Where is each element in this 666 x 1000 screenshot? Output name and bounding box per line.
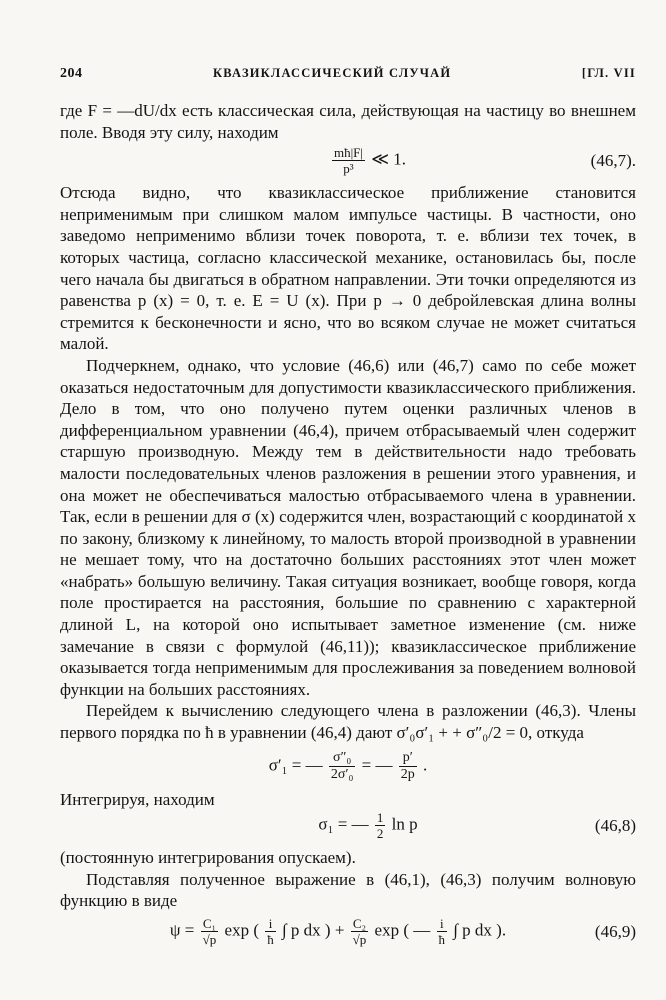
numerator: C₂ bbox=[351, 916, 369, 932]
equation-sigma1-prime bbox=[60, 750, 636, 783]
equation-body bbox=[170, 916, 506, 947]
paragraph-3: Подчеркнем, однако, что условие (46,6) или (46,7) само по себе может оказаться недостаточным для допустимости квазиклассического приближения. Дело в том, что оно получено путем оценки различных членов в дифференциальном уравнении (46,4), причем отбрасываемый член содержит старшую производную. Между тем в действительности надо требовать малости последовательных членов разложения в решении этого уравнения, и она может не обеспечиваться малостью отбрасываемого члена в уравнении. Так, если в решении для σ (x) содержится член, возрастающий с координатой x по закону, близкому к линейному, то малость второй производной в уравнении не мешает тому, что на достаточно больших расстояниях этот член может «набрать» большую величину. Такая ситуация возникает, вообще говоря, когда поле простирается на расстояния, большие по сравнению с характерной длиной L, на которой оно испытывает заметное изменение (см. ниже замечание в связи с формулой (46,11)); квазиклассическое приближение оказывается тогда неприменимым для прослеживания за поведением волновой функции на больших расстояниях. bbox=[60, 355, 636, 699]
equation-46-7 bbox=[60, 145, 636, 176]
lhs: σ′₁ = — bbox=[268, 755, 323, 775]
fraction bbox=[265, 916, 276, 947]
fraction bbox=[399, 750, 417, 783]
exp-open: exp ( bbox=[224, 920, 259, 940]
rhs: ln p bbox=[391, 814, 418, 834]
page-number: 204 bbox=[60, 66, 83, 81]
fraction bbox=[437, 916, 448, 947]
equation-number: (46,7). bbox=[590, 150, 636, 170]
middle: = — bbox=[361, 755, 393, 775]
lhs: σ₁ = — bbox=[318, 814, 369, 834]
numerator: σ″₀ bbox=[329, 750, 356, 767]
running-title: КВАЗИКЛАССИЧЕСКИЙ СЛУЧАЙ bbox=[213, 66, 452, 80]
fraction bbox=[332, 145, 365, 176]
denominator: ħ bbox=[438, 932, 446, 947]
equation-body bbox=[318, 810, 417, 841]
numerator: i bbox=[265, 916, 276, 932]
fraction bbox=[201, 916, 219, 947]
paragraph-1: где F = —dU/dx есть классическая сила, действующая на частицу во внешнем поле. Вводя эту силу, находим bbox=[60, 101, 636, 142]
integral: ∫ p dx ) + bbox=[282, 920, 345, 940]
numerator: mħ|F| bbox=[333, 145, 363, 161]
psi: ψ = bbox=[169, 920, 195, 940]
page-header bbox=[60, 66, 636, 82]
equation-number: (46,9) bbox=[594, 921, 636, 941]
paragraph-4: Перейдем к вычислению следующего члена в разложении (46,3). Члены первого порядка по ħ в уравнении (46,4) дают σ′₀σ′₁ + + σ″₀/2 = 0, откуда bbox=[60, 701, 636, 743]
denominator: ħ bbox=[267, 932, 274, 947]
numerator: i bbox=[437, 916, 448, 932]
denominator: 2σ′₀ bbox=[330, 766, 354, 782]
equation-46-9 bbox=[60, 916, 636, 947]
fraction bbox=[351, 916, 369, 947]
paragraph-5: Интегрируя, находим bbox=[60, 789, 215, 809]
paragraph-7: Подставляя полученное выражение в (46,1), (46,3) получим волновую функцию в виде bbox=[60, 869, 636, 911]
denominator: √p bbox=[352, 932, 367, 947]
numerator: C₁ bbox=[201, 916, 219, 932]
denominator: p³ bbox=[343, 161, 354, 177]
integral: ∫ p dx ). bbox=[453, 920, 507, 940]
denominator: 2p bbox=[400, 766, 415, 782]
relation: ≪ 1. bbox=[371, 149, 407, 169]
paragraph-6: (постоянную интегрирования опускаем). bbox=[60, 848, 356, 868]
end: . bbox=[423, 755, 428, 775]
denominator: √p bbox=[202, 932, 217, 947]
equation-body bbox=[269, 750, 428, 783]
chapter-label: [ГЛ. VII bbox=[581, 66, 636, 80]
denominator: 2 bbox=[376, 826, 384, 842]
equation-body bbox=[330, 145, 406, 176]
exp-open: exp ( — bbox=[374, 920, 431, 940]
numerator: p′ bbox=[399, 750, 417, 767]
equation-number: (46,8) bbox=[594, 815, 636, 835]
fraction bbox=[375, 810, 386, 841]
equation-46-8 bbox=[60, 810, 636, 841]
fraction bbox=[329, 750, 356, 783]
page-body bbox=[60, 100, 636, 947]
paragraph-2: Отсюда видно, что квазиклассическое приближение становится неприменимым при слишком малом импульсе частицы. В частности, оно заведомо неприменимо вблизи точек поворота, т. е. вблизи тех точек, в которых частица, согласно классической механике, остановилась бы, после чего начала бы двигаться в обратном направлении. Эти точки определяются из равенства p (x) = 0, т. е. E = U (x). При p → 0 дебройлевская длина волны стремится к бесконечности и ясно, что во всяком случае не может считаться малой. bbox=[60, 183, 636, 354]
numerator: 1 bbox=[376, 810, 384, 826]
